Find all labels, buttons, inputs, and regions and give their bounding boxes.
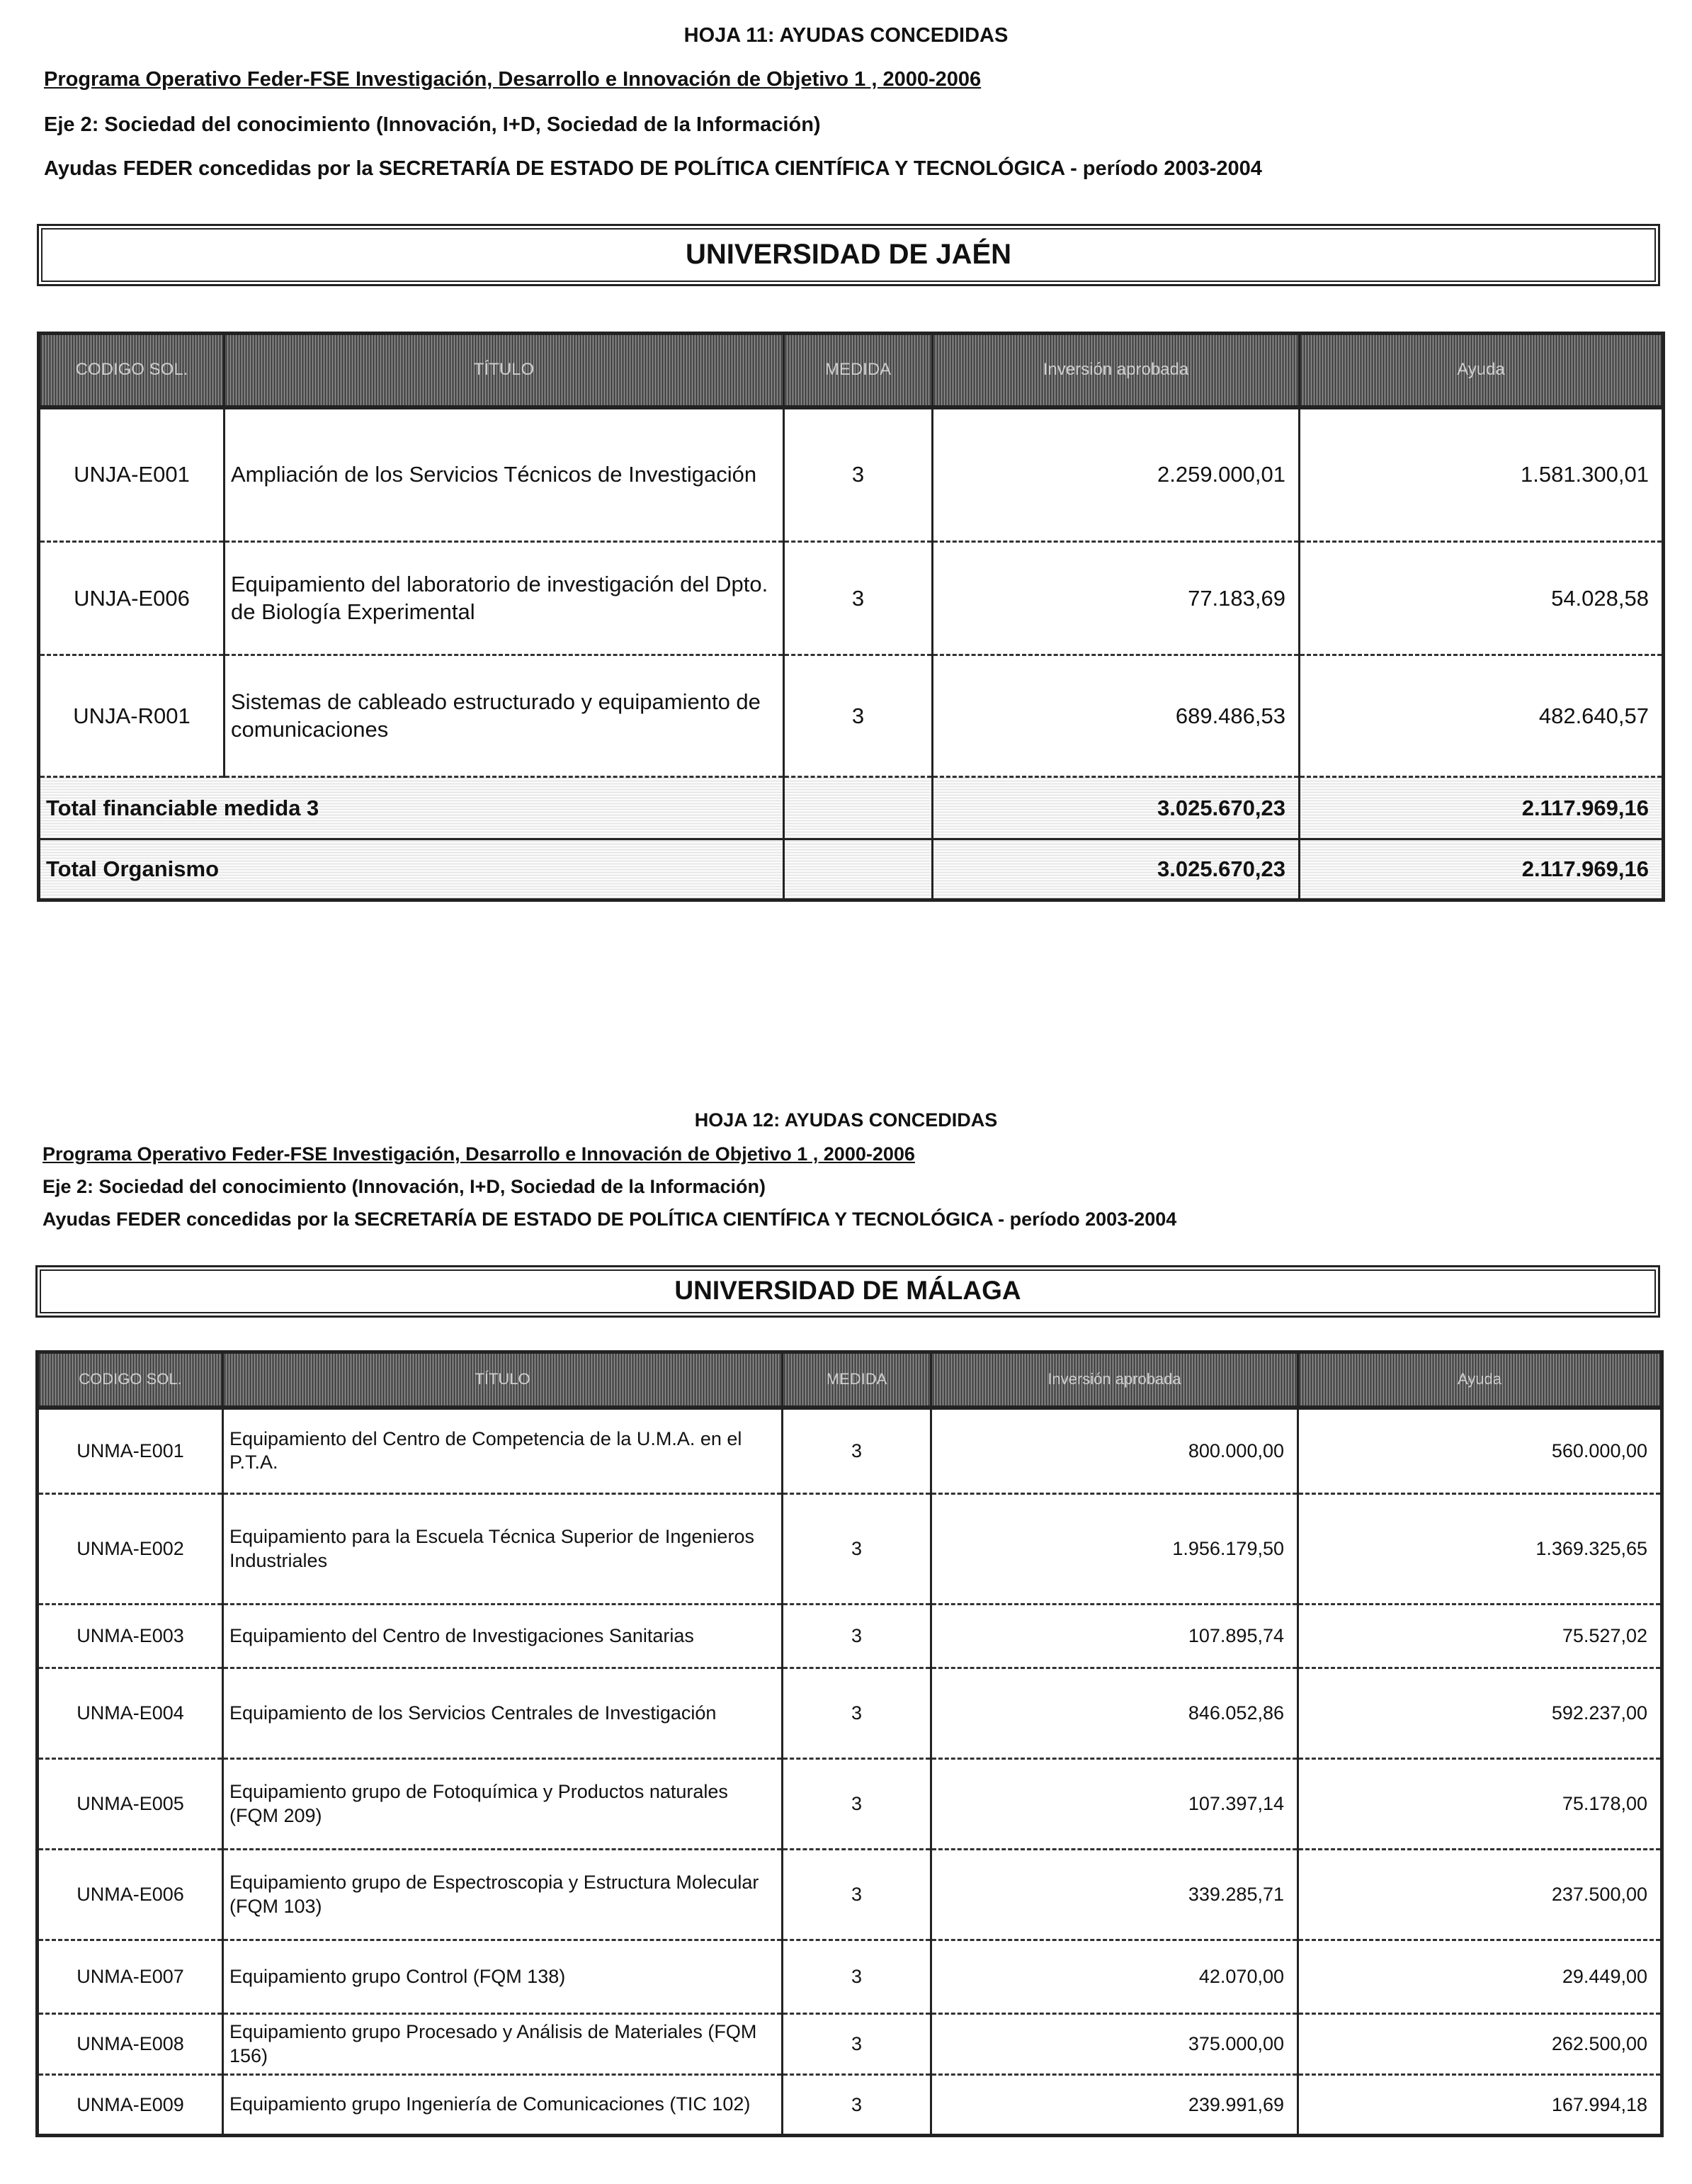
row-medida: 3 — [784, 407, 933, 542]
col-code-header: CODIGO SOL. — [38, 1352, 223, 1408]
row-ayuda: 237.500,00 — [1298, 1850, 1662, 1940]
row-ayuda: 560.000,00 — [1298, 1408, 1662, 1494]
axis-line: Eje 2: Sociedad del conocimiento (Innovación, I+D, Sociedad de la Información) — [42, 1176, 766, 1197]
row-inversion: 846.052,86 — [931, 1668, 1298, 1759]
row-inversion: 339.285,71 — [931, 1850, 1298, 1940]
row-title: Equipamiento grupo de Fotoquímica y Productos naturales (FQM 209) — [223, 1759, 783, 1850]
table-row — [39, 542, 1664, 655]
row-code: UNJA-E001 — [39, 407, 225, 542]
table-row — [39, 655, 1664, 777]
row-title: Equipamiento del Centro de Competencia de la U.M.A. en el P.T.A. — [223, 1408, 783, 1494]
row-inversion: 1.956.179,50 — [931, 1494, 1298, 1605]
row-ayuda: 1.369.325,65 — [1298, 1494, 1662, 1605]
row-medida: 3 — [783, 1494, 931, 1605]
table-row — [38, 2014, 1662, 2075]
row-code: UNMA-E001 — [38, 1408, 223, 1494]
row-title: Equipamiento para la Escuela Técnica Superior de Ingenieros Industriales — [223, 1494, 783, 1605]
total-row-organismo — [39, 839, 1664, 900]
row-title: Ampliación de los Servicios Técnicos de Investigación — [225, 407, 784, 542]
row-medida: 3 — [783, 1605, 931, 1668]
grants-line: Ayudas FEDER concedidas por la SECRETARÍA DE ESTADO DE POLÍTICA CIENTÍFICA Y TECNOLÓGICA - período 2003-2004 — [42, 1209, 1177, 1230]
row-medida: 3 — [783, 1759, 931, 1850]
row-ayuda: 482.640,57 — [1300, 655, 1664, 777]
row-inversion: 800.000,00 — [931, 1408, 1298, 1494]
total-ayuda: 2.117.969,16 — [1300, 777, 1664, 839]
col-title-header: TÍTULO — [225, 334, 784, 407]
row-inversion: 239.991,69 — [931, 2075, 1298, 2136]
total-label: Total Organismo — [39, 839, 784, 900]
grants-table-jaen — [37, 332, 1665, 902]
row-code: UNMA-E005 — [38, 1759, 223, 1850]
row-ayuda: 262.500,00 — [1298, 2014, 1662, 2075]
row-medida: 3 — [783, 1850, 931, 1940]
row-inversion: 107.895,74 — [931, 1605, 1298, 1668]
row-title: Equipamiento del Centro de Investigaciones Sanitarias — [223, 1605, 783, 1668]
axis-line: Eje 2: Sociedad del conocimiento (Innovación, I+D, Sociedad de la Información) — [44, 113, 821, 136]
row-code: UNMA-E002 — [38, 1494, 223, 1605]
row-medida: 3 — [783, 2075, 931, 2136]
table-row — [38, 1668, 1662, 1759]
row-title: Equipamiento del laboratorio de investigación del Dpto. de Biología Experimental — [225, 542, 784, 655]
row-ayuda: 1.581.300,01 — [1300, 407, 1664, 542]
row-medida: 3 — [783, 1940, 931, 2014]
university-title — [35, 1265, 1660, 1318]
row-code: UNMA-E007 — [38, 1940, 223, 2014]
col-medida-header: MEDIDA — [784, 334, 933, 407]
row-title: Equipamiento grupo de Espectroscopia y Estructura Molecular (FQM 103) — [223, 1850, 783, 1940]
program-line: Programa Operativo Feder-FSE Investigación, Desarrollo e Innovación de Objetivo 1 , 2000-2006 — [44, 68, 982, 91]
col-ayuda-header: Ayuda — [1300, 334, 1664, 407]
row-title: Equipamiento grupo Procesado y Análisis de Materiales (FQM 156) — [223, 2014, 783, 2075]
row-title: Equipamiento grupo Ingeniería de Comunicaciones (TIC 102) — [223, 2075, 783, 2136]
total-inversion: 3.025.670,23 — [933, 777, 1300, 839]
total-label: Total financiable medida 3 — [39, 777, 784, 839]
table-row — [38, 1605, 1662, 1668]
row-inversion: 42.070,00 — [931, 1940, 1298, 2014]
sheet-heading: HOJA 11: AYUDAS CONCEDIDAS — [683, 24, 1009, 47]
table-row — [39, 407, 1664, 542]
col-inversion-header: Inversión aprobada — [931, 1352, 1298, 1408]
row-code: UNMA-E004 — [38, 1668, 223, 1759]
col-ayuda-header: Ayuda — [1298, 1352, 1662, 1408]
sheet-heading: HOJA 12: AYUDAS CONCEDIDAS — [694, 1109, 998, 1131]
row-title: Equipamiento de los Servicios Centrales de Investigación — [223, 1668, 783, 1759]
row-code: UNJA-E006 — [39, 542, 225, 655]
row-inversion: 2.259.000,01 — [933, 407, 1300, 542]
program-line: Programa Operativo Feder-FSE Investigación, Desarrollo e Innovación de Objetivo 1 , 2000-2006 — [42, 1143, 915, 1165]
row-inversion: 77.183,69 — [933, 542, 1300, 655]
row-ayuda: 54.028,58 — [1300, 542, 1664, 655]
table-row — [38, 1408, 1662, 1494]
row-code: UNMA-E009 — [38, 2075, 223, 2136]
table-row — [38, 1940, 1662, 2014]
row-inversion: 375.000,00 — [931, 2014, 1298, 2075]
row-code: UNJA-R001 — [39, 655, 225, 777]
col-inversion-header: Inversión aprobada — [933, 334, 1300, 407]
table-row — [38, 2075, 1662, 2136]
grants-table-malaga — [35, 1350, 1664, 2137]
total-ayuda: 2.117.969,16 — [1300, 839, 1664, 900]
row-ayuda: 29.449,00 — [1298, 1940, 1662, 2014]
row-inversion: 107.397,14 — [931, 1759, 1298, 1850]
col-code-header: CODIGO SOL. — [39, 334, 225, 407]
total-row-medida — [39, 777, 1664, 839]
row-medida: 3 — [783, 1668, 931, 1759]
table-row — [38, 1850, 1662, 1940]
col-title-header: TÍTULO — [223, 1352, 783, 1408]
row-inversion: 689.486,53 — [933, 655, 1300, 777]
row-medida: 3 — [783, 1408, 931, 1494]
row-medida: 3 — [784, 542, 933, 655]
university-name: UNIVERSIDAD DE JAÉN — [685, 239, 1012, 270]
table-row — [38, 1759, 1662, 1850]
table-row — [38, 1494, 1662, 1605]
university-name: UNIVERSIDAD DE MÁLAGA — [674, 1276, 1021, 1305]
row-ayuda: 592.237,00 — [1298, 1668, 1662, 1759]
row-ayuda: 167.994,18 — [1298, 2075, 1662, 2136]
row-medida: 3 — [783, 2014, 931, 2075]
row-code: UNMA-E008 — [38, 2014, 223, 2075]
row-ayuda: 75.178,00 — [1298, 1759, 1662, 1850]
total-inversion: 3.025.670,23 — [933, 839, 1300, 900]
row-ayuda: 75.527,02 — [1298, 1605, 1662, 1668]
university-title — [37, 224, 1660, 286]
row-code: UNMA-E006 — [38, 1850, 223, 1940]
total-empty — [784, 839, 933, 900]
row-code: UNMA-E003 — [38, 1605, 223, 1668]
total-empty — [784, 777, 933, 839]
row-title: Sistemas de cableado estructurado y equipamiento de comunicaciones — [225, 655, 784, 777]
row-medida: 3 — [784, 655, 933, 777]
grants-line: Ayudas FEDER concedidas por la SECRETARÍA DE ESTADO DE POLÍTICA CIENTÍFICA Y TECNOLÓGICA - período 2003-2004 — [44, 157, 1262, 180]
col-medida-header: MEDIDA — [783, 1352, 931, 1408]
row-title: Equipamiento grupo Control (FQM 138) — [223, 1940, 783, 2014]
